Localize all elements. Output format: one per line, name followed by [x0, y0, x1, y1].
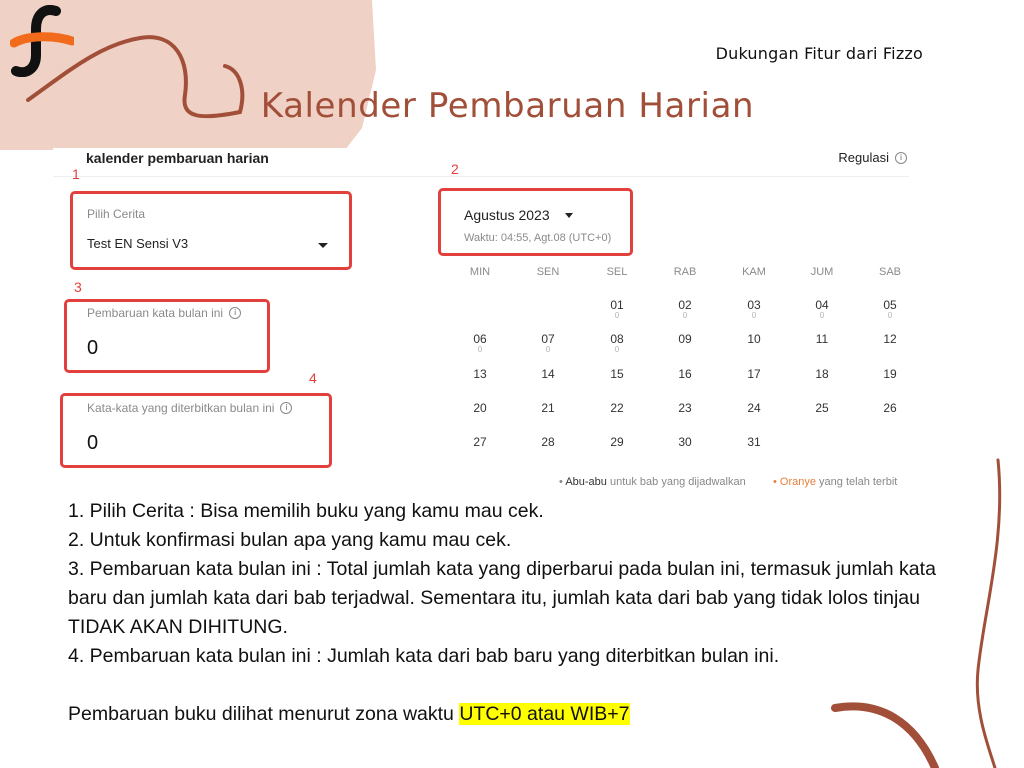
day-number: 26 — [883, 401, 897, 415]
calendar-day[interactable] — [528, 367, 568, 381]
calendar-day[interactable] — [597, 435, 637, 449]
day-word-count: 0 — [751, 311, 757, 320]
weekday-header: JUM — [810, 266, 834, 278]
day-number: 08 — [610, 332, 624, 346]
regulasi-label: Regulasi — [838, 150, 889, 165]
calendar-day[interactable] — [870, 332, 910, 346]
info-icon: i — [280, 402, 292, 414]
calendar-day[interactable] — [870, 401, 910, 415]
calendar-day[interactable] — [870, 298, 910, 320]
calendar-day[interactable] — [734, 298, 774, 320]
brand-label: Dukungan Fitur dari Fizzo — [715, 44, 923, 63]
calendar-day[interactable] — [597, 332, 637, 354]
header-divider — [53, 176, 909, 177]
callout-3: 3 — [74, 279, 82, 295]
calendar-day[interactable] — [734, 332, 774, 346]
day-word-count: 0 — [682, 311, 688, 320]
calendar-day[interactable] — [802, 401, 842, 415]
day-number: 25 — [815, 401, 829, 415]
calendar-day[interactable] — [665, 367, 705, 381]
timezone-prefix: Pembaruan buku dilihat menurut zona waktu — [68, 703, 460, 725]
calendar-day[interactable] — [802, 298, 842, 320]
calendar-day[interactable] — [460, 367, 500, 381]
day-number: 23 — [678, 401, 692, 415]
day-word-count: 0 — [614, 345, 620, 354]
month-words-value: 0 — [87, 337, 99, 359]
note-2: 2. Untuk konfirmasi bulan apa yang kamu mau cek. — [68, 529, 512, 551]
day-number: 11 — [815, 332, 829, 346]
day-number: 10 — [747, 332, 761, 346]
legend-orange: • Oranye yang telah terbit — [773, 476, 898, 488]
calendar-day[interactable] — [528, 401, 568, 415]
day-number: 12 — [883, 332, 897, 346]
day-word-count: 0 — [819, 311, 825, 320]
story-select-value: Test EN Sensi V3 — [87, 236, 189, 251]
month-words-label-wrap — [87, 306, 241, 320]
published-words-value: 0 — [87, 432, 99, 454]
legend-orange-word: Oranye — [779, 476, 816, 488]
calendar-day[interactable] — [528, 332, 568, 354]
calendar-day[interactable] — [528, 435, 568, 449]
slide-title: Kalender Pembaruan Harian — [260, 86, 755, 126]
legend-gray-word: Abu-abu — [565, 476, 607, 488]
weekday-header: SEL — [606, 266, 628, 278]
calendar-day[interactable] — [597, 298, 637, 320]
chevron-down-icon — [565, 213, 573, 218]
right-squiggle — [977, 460, 999, 768]
day-number: 14 — [541, 367, 555, 381]
day-number: 03 — [747, 298, 761, 312]
day-number: 05 — [883, 298, 897, 312]
day-number: 18 — [815, 367, 829, 381]
day-number: 28 — [541, 435, 555, 449]
calendar-day[interactable] — [665, 401, 705, 415]
day-number: 31 — [747, 435, 761, 449]
month-selector[interactable]: Agustus 2023 — [464, 207, 550, 223]
day-number: 13 — [473, 367, 487, 381]
weekday-header: RAB — [673, 266, 697, 278]
day-number: 20 — [473, 401, 487, 415]
calendar-day[interactable] — [597, 401, 637, 415]
screenshot-title: kalender pembaruan harian — [86, 150, 269, 166]
regulasi-link[interactable] — [838, 150, 907, 165]
calendar-day[interactable] — [734, 435, 774, 449]
notes-spacer — [68, 671, 968, 700]
weekday-header: KAM — [742, 266, 766, 278]
weekday-header: MIN — [469, 266, 491, 278]
weekday-header: SEN — [536, 266, 560, 278]
calendar-screenshot — [53, 148, 969, 498]
day-number: 27 — [473, 435, 487, 449]
legend-orange-text: yang telah terbit — [816, 476, 898, 488]
weekday-header: SAB — [878, 266, 901, 278]
day-number: 30 — [678, 435, 692, 449]
callout-4: 4 — [309, 370, 317, 386]
day-word-count: 0 — [477, 345, 483, 354]
calendar-day[interactable] — [460, 332, 500, 354]
legend-gray: • Abu-abu untuk bab yang dijadwalkan — [559, 476, 746, 488]
note-3: 3. Pembaruan kata bulan ini : Total jumlah kata yang diperbarui pada bulan ini, termasuk jumlah kata baru dan jumlah kata dari bab terjadwal. Sementara itu, jumlah kata dari bab yang tidak lolos tinjau TIDAK AKAN DIHITUNG. — [68, 558, 936, 638]
timezone-highlight: UTC+0 atau WIB+7 — [459, 703, 630, 725]
calendar-day[interactable] — [460, 401, 500, 415]
day-word-count: 0 — [614, 311, 620, 320]
info-icon: i — [895, 152, 907, 164]
legend-gray-text: untuk bab yang dijadwalkan — [606, 476, 746, 488]
day-number: 22 — [610, 401, 624, 415]
published-words-label-wrap — [87, 401, 292, 415]
note-1: 1. Pilih Cerita : Bisa memilih buku yang kamu mau cek. — [68, 500, 544, 522]
day-number: 07 — [541, 332, 555, 346]
day-number: 19 — [883, 367, 897, 381]
callout-1: 1 — [72, 166, 80, 182]
calendar-day[interactable] — [597, 367, 637, 381]
callout-2: 2 — [451, 161, 459, 177]
time-label: Waktu: 04:55, Agt.08 (UTC+0) — [464, 232, 612, 244]
day-number: 16 — [678, 367, 692, 381]
chevron-down-icon — [318, 243, 328, 248]
day-number: 21 — [541, 401, 555, 415]
day-number: 01 — [610, 298, 624, 312]
fizzo-logo-icon — [10, 5, 74, 77]
published-words-label: Kata-kata yang diterbitkan bulan ini — [87, 401, 275, 415]
calendar-day[interactable] — [802, 367, 842, 381]
day-number: 06 — [473, 332, 487, 346]
calendar-day[interactable] — [665, 332, 705, 346]
calendar-day[interactable] — [734, 401, 774, 415]
calendar-day[interactable] — [460, 435, 500, 449]
calendar-day[interactable] — [802, 332, 842, 346]
info-icon: i — [229, 307, 241, 319]
day-number: 15 — [610, 367, 624, 381]
notes — [68, 497, 968, 729]
day-number: 04 — [815, 298, 829, 312]
story-select-label: Pilih Cerita — [87, 207, 146, 221]
calendar-day[interactable] — [734, 367, 774, 381]
timezone-note — [68, 700, 968, 729]
note-4: 4. Pembaruan kata bulan ini : Jumlah kata dari bab baru yang diterbitkan bulan ini. — [68, 645, 780, 667]
day-number: 24 — [747, 401, 761, 415]
calendar-day[interactable] — [870, 367, 910, 381]
day-word-count: 0 — [545, 345, 551, 354]
day-number: 09 — [678, 332, 692, 346]
month-words-label: Pembaruan kata bulan ini — [87, 306, 224, 320]
calendar-day[interactable] — [665, 298, 705, 320]
calendar-day[interactable] — [665, 435, 705, 449]
day-word-count: 0 — [887, 311, 893, 320]
day-number: 02 — [678, 298, 692, 312]
story-select[interactable] — [83, 230, 333, 256]
day-number: 17 — [747, 367, 761, 381]
day-number: 29 — [610, 435, 624, 449]
